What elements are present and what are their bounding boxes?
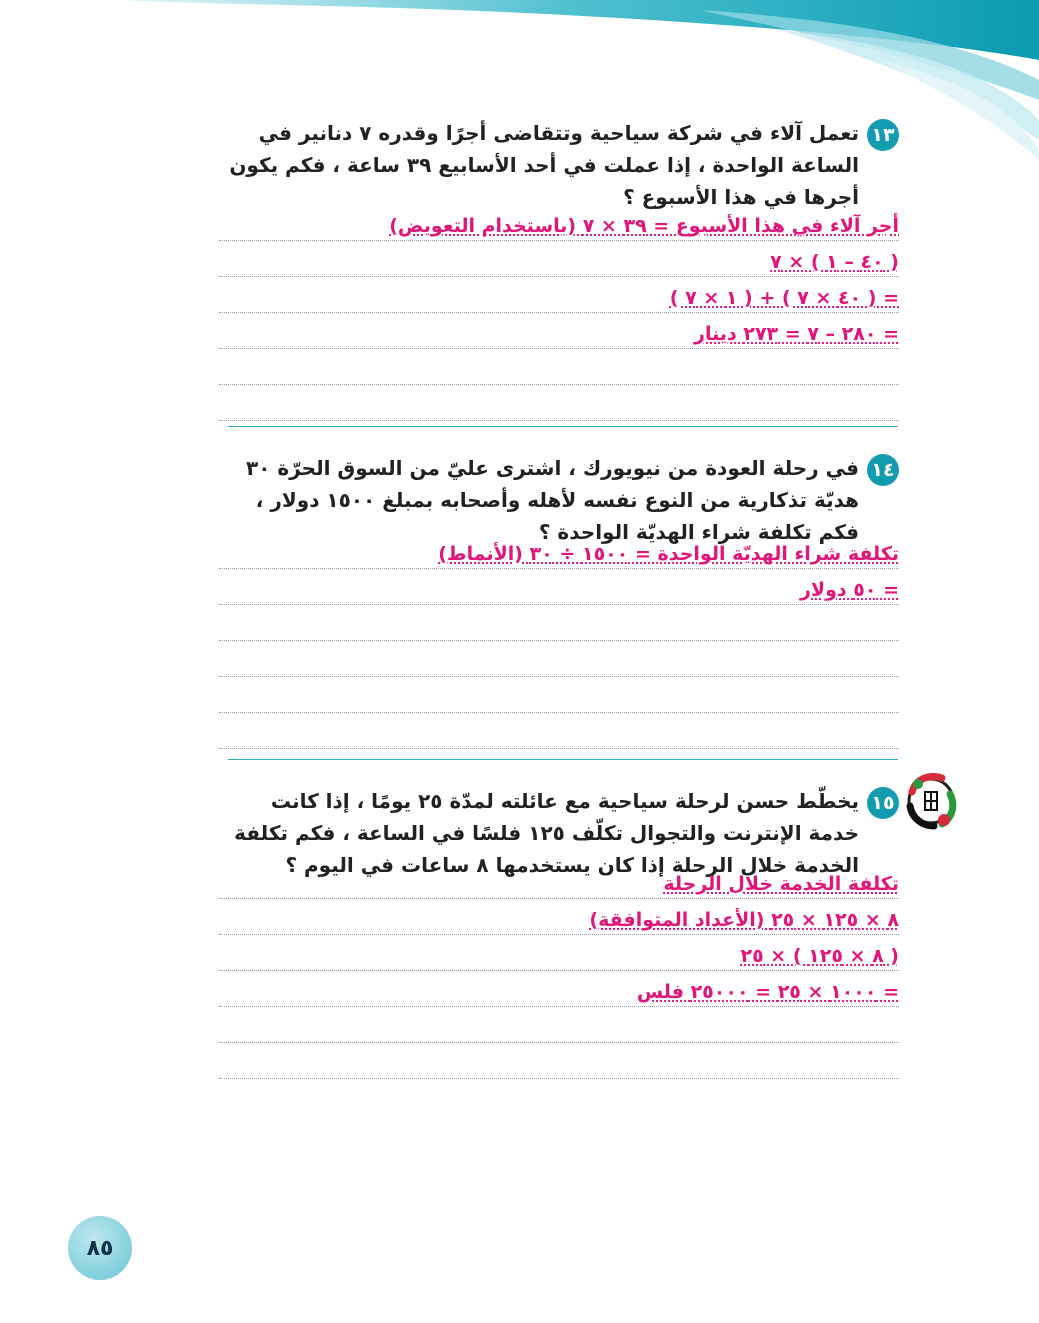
answer-text: ( ٨ × ١٢٥ ) × ٢٥ xyxy=(740,945,899,967)
problem-13 xyxy=(219,117,899,421)
answer-text: ٨ × ١٢٥ × ٢٥ (الأعداد المتوافقة) xyxy=(589,909,899,931)
answer-lines xyxy=(219,205,899,421)
answer-text: تكلفة الخدمة خلال الرحلة xyxy=(663,873,899,895)
answer-text: تكلفة شراء الهديّة الواحدة = ١٥٠٠ ÷ ٣٠ (الأنماط) xyxy=(438,543,899,565)
answer-line xyxy=(219,1043,899,1079)
problem-14 xyxy=(219,452,899,749)
answer-line xyxy=(219,205,899,241)
answer-line xyxy=(219,935,899,971)
answer-text: أجر آلاء في هذا الأسبوع = ٣٩ × ٧ (باستخدام التعويض) xyxy=(389,215,899,237)
answer-line xyxy=(219,313,899,349)
answer-line xyxy=(219,605,899,641)
problem-text: تعمل آلاء في شركة سياحية وتتقاضى أجرًا وقدره ٧ دنانير في الساعة الواحدة ، إذا عملت في أحد الأسابيع ٣٩ ساعة ، فكم يكون أجرها في هذا الأسبوع ؟ xyxy=(229,121,859,209)
answer-line xyxy=(219,533,899,569)
answer-line xyxy=(219,713,899,749)
answer-line xyxy=(219,277,899,313)
emblem-icon xyxy=(898,770,964,832)
answer-text: = ١٠٠٠ × ٢٥ = ٢٥٠٠٠ فلس xyxy=(636,981,899,1003)
answer-text: ( ٤٠ – ١ ) × ٧ xyxy=(770,251,899,273)
answer-line xyxy=(219,677,899,713)
page-number: ٨٥ xyxy=(68,1216,132,1280)
problem-15 xyxy=(219,785,899,1079)
answer-line xyxy=(219,241,899,277)
answer-lines xyxy=(219,533,899,749)
section-divider xyxy=(228,759,898,760)
answer-line xyxy=(219,1007,899,1043)
section-divider xyxy=(228,426,898,427)
answer-line xyxy=(219,569,899,605)
answer-lines xyxy=(219,863,899,1079)
answer-text: = ٢٨٠ – ٧ = ٢٧٣ دينار xyxy=(694,323,899,345)
answer-line xyxy=(219,971,899,1007)
answer-line xyxy=(219,899,899,935)
problem-number-badge: ١٤ xyxy=(867,454,899,486)
problem-number-badge: ١٥ xyxy=(867,787,899,819)
answer-line xyxy=(219,863,899,899)
answer-line xyxy=(219,385,899,421)
problem-text: يخطّط حسن لرحلة سياحية مع عائلته لمدّة ٢٥ يومًا ، إذا كانت خدمة الإنترنت والتجوال تكلّف ١٢٥ فلسًا في الساعة ، فكم تكلفة الخدمة خلال الرحلة إذا كان يستخدمها ٨ ساعات في اليوم ؟ xyxy=(234,789,859,877)
answer-text: = ٥٠ دولار xyxy=(799,579,899,601)
answer-line xyxy=(219,641,899,677)
problem-number-badge: ١٣ xyxy=(867,119,899,151)
problem-text: في رحلة العودة من نيويورك ، اشترى عليّ من السوق الحرّة ٣٠ هديّة تذكارية من النوع نفسه لأهله وأصحابه بمبلغ ١٥٠٠ دولار ، فكم تكلفة شراء الهديّة الواحدة ؟ xyxy=(246,456,859,544)
answer-line xyxy=(219,349,899,385)
answer-text: = ( ٤٠ × ٧ ) + ( ١ × ٧ ) xyxy=(669,287,899,309)
